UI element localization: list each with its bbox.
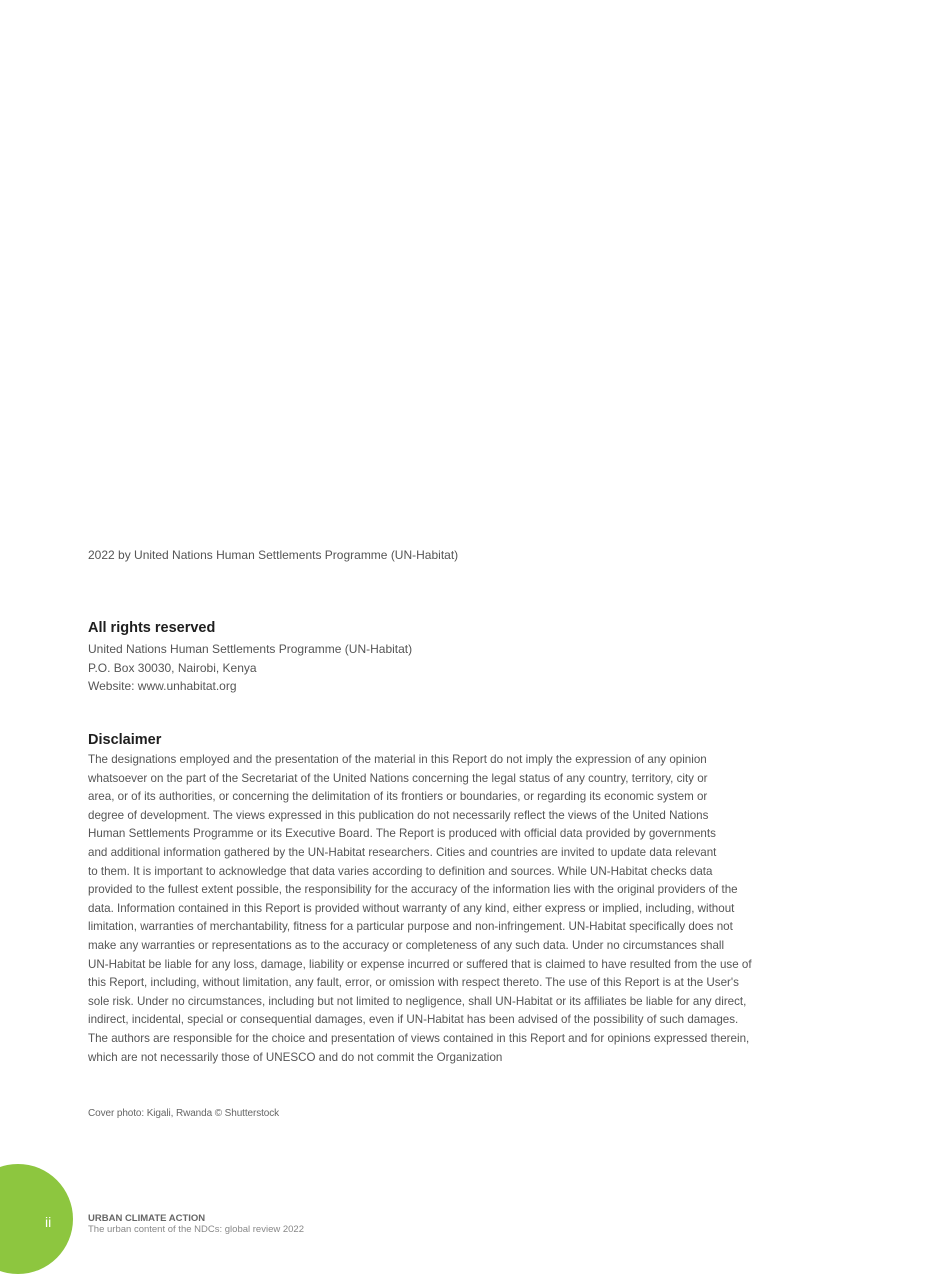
disclaimer-line: make any warranties or representations as to the accuracy or completeness of any such data. Under no circumstances shall (88, 938, 725, 952)
disclaimer-line: whatsoever on the part of the Secretariat of the United Nations concerning the legal status of any country, territory, city or (88, 771, 708, 785)
footer-subtitle: The urban content of the NDCs: global review 2022 (88, 1224, 304, 1235)
footer-title: URBAN CLIMATE ACTION (88, 1213, 206, 1224)
disclaimer-line: sole risk. Under no circumstances, including but not limited to negligence, shall UN-Habitat or its affiliates be liable for any direct, (88, 994, 747, 1008)
disclaimer-line: data. Information contained in this Report is provided without warranty of any kind, either express or implied, including, without (88, 901, 735, 915)
disclaimer-line: degree of development. The views expressed in this publication do not necessarily reflect the views of the United Nations (88, 808, 709, 822)
page-number: ii (45, 1214, 52, 1230)
rights-section (88, 619, 788, 696)
disclaimer-line: provided to the fullest extent possible, the responsibility for the accuracy of the information lies with the original providers of the (88, 883, 738, 897)
disclaimer-heading: Disclaimer (88, 732, 162, 748)
disclaimer-line: The designations employed and the presentation of the material in this Report do not imply the expression of any opinion (88, 753, 707, 766)
disclaimer-line: to them. It is important to acknowledge that data varies according to definition and sources. While UN-Habitat checks data (88, 864, 713, 878)
disclaimer-line: limitation, warranties of merchantability, fitness for a particular purpose and non-infringement. UN-Habitat specifically does not (88, 920, 733, 934)
disclaimer-line: and additional information gathered by the UN-Habitat researchers. Cities and countries are invited to update data relevant (88, 845, 717, 859)
disclaimer-paragraph (88, 751, 793, 1067)
running-footer (88, 1213, 304, 1235)
copyright-notice: 2022 by United Nations Human Settlements Programme (UN-Habitat) (88, 548, 459, 562)
disclaimer-line: area, or of its authorities, or concerning the delimitation of its frontiers or boundaries, or regarding its economic system or (88, 790, 708, 804)
rights-heading: All rights reserved (88, 620, 216, 636)
publisher-address (88, 640, 788, 696)
disclaimer-section (88, 731, 793, 1067)
disclaimer-line: this Report, including, without limitation, any fault, error, or omission with respect thereto. The use of this Report is at the User's (88, 976, 739, 990)
disclaimer-line: The authors are responsible for the choice and presentation of views contained in this Report and for opinions expressed therein, (88, 1031, 750, 1045)
disclaimer-line: UN-Habitat be liable for any loss, damage, liability or expense incurred or suffered that is claimed to have resulted from the use of (88, 957, 752, 971)
address-line-po-box: P.O. Box 30030, Nairobi, Kenya (88, 660, 257, 675)
address-line-website: Website: www.unhabitat.org (88, 679, 237, 694)
page-number-badge (0, 1164, 73, 1274)
disclaimer-line: indirect, incidental, special or consequential damages, even if UN-Habitat has been advised of the possibility of such damages. (88, 1013, 739, 1027)
cover-photo-credit: Cover photo: Kigali, Rwanda © Shutterstock (88, 1108, 280, 1119)
address-line-organization: United Nations Human Settlements Programme (UN-Habitat) (88, 642, 413, 656)
disclaimer-line: Human Settlements Programme or its Executive Board. The Report is produced with official data provided by governments (88, 827, 716, 841)
disclaimer-line: which are not necessarily those of UNESCO and do not commit the Organization (88, 1050, 503, 1064)
